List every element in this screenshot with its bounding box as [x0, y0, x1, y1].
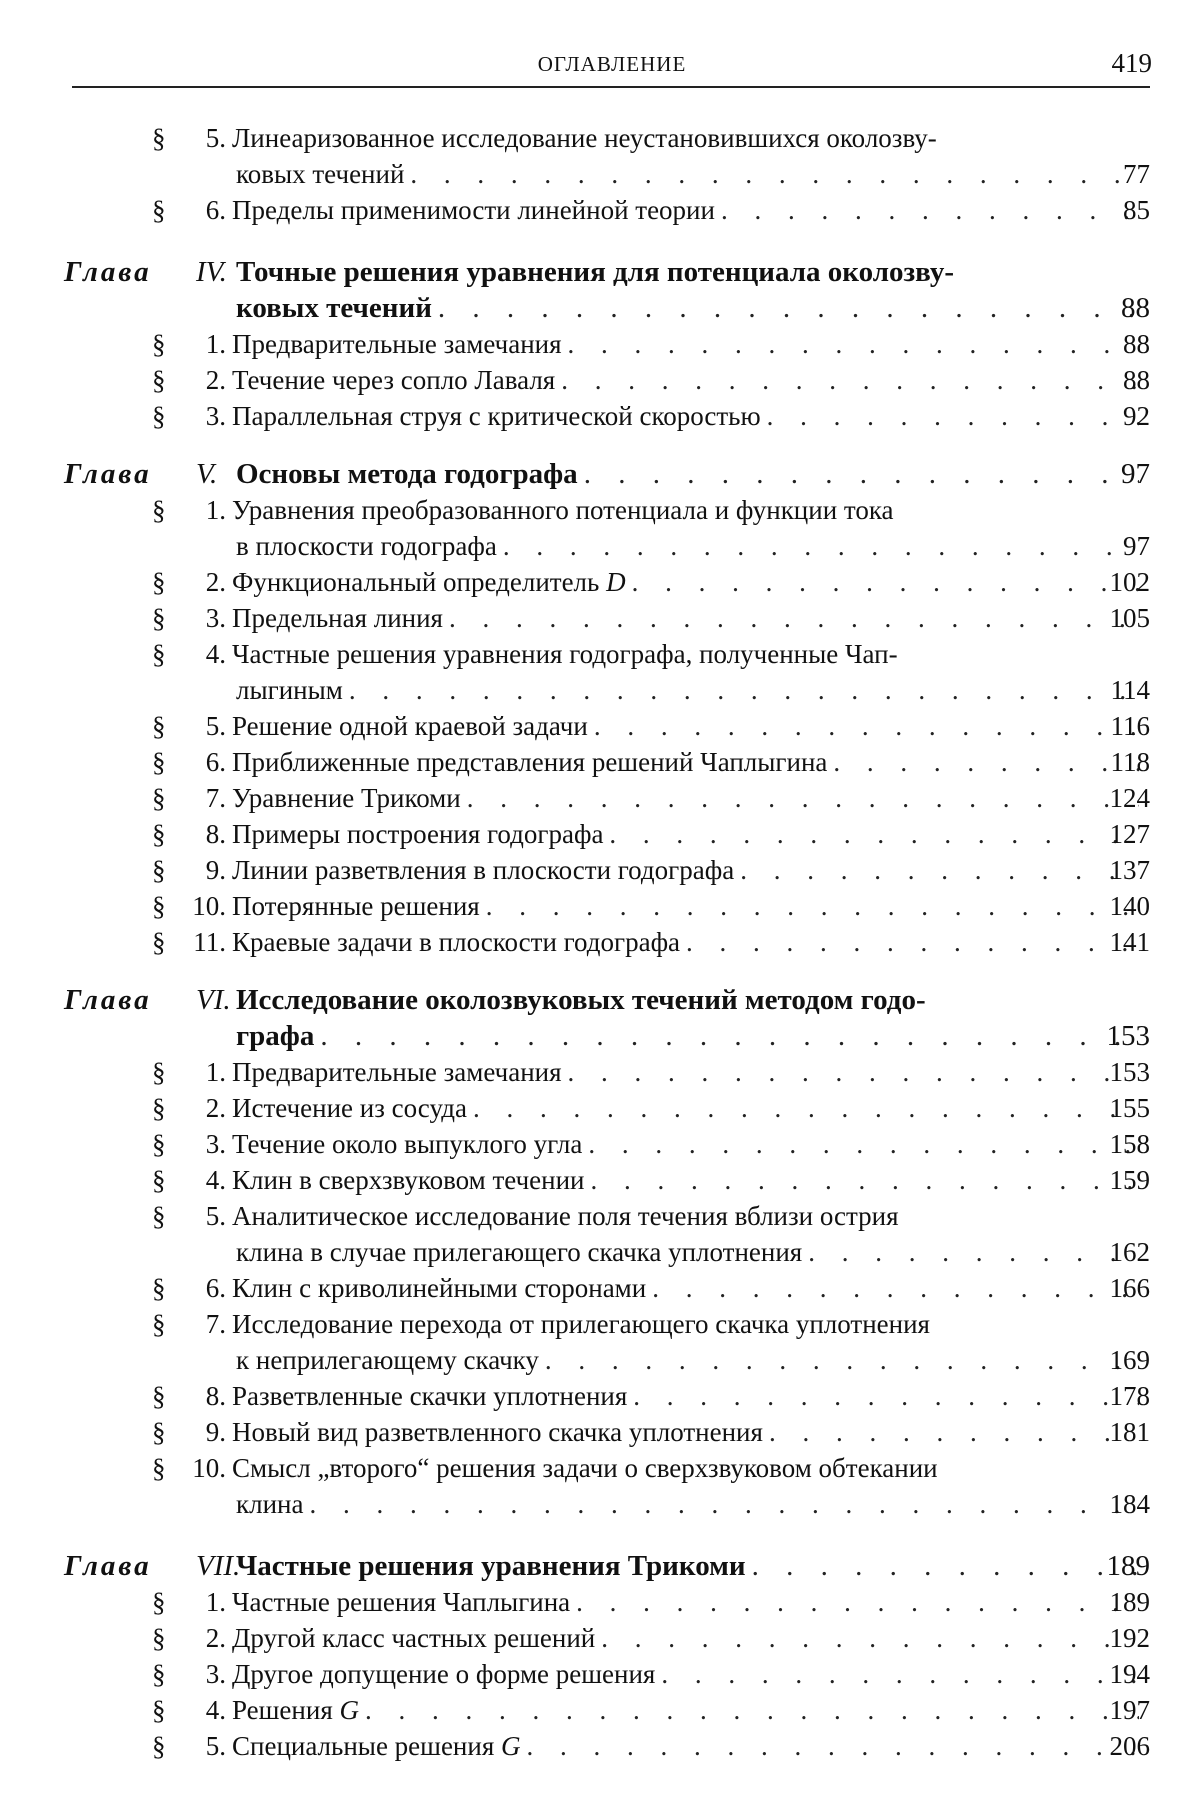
dot-leader: [473, 1090, 1139, 1126]
dot-leader: [584, 456, 1139, 492]
running-header: [72, 48, 1152, 84]
section-sign: §: [152, 891, 166, 921]
dot-leader: [410, 156, 1139, 192]
section-number: 3.: [205, 1129, 226, 1159]
toc-entry: [0, 1090, 1200, 1126]
toc-entry: [0, 1620, 1200, 1656]
chapter-heading: [0, 456, 1200, 492]
section-number: 3.: [205, 401, 226, 431]
chapter-label: Глава: [64, 256, 152, 288]
math-variable: G: [501, 1731, 521, 1761]
section-sign: §: [152, 1623, 166, 1653]
dot-leader: [486, 888, 1139, 924]
entry-page: 85: [1123, 195, 1150, 225]
entry-title: ковых течений: [236, 159, 405, 189]
entry-title: Линеаризованное исследование неустановившихся околозву-: [232, 123, 937, 153]
toc-entry: [0, 924, 1200, 960]
entry-page: 181: [1109, 1417, 1150, 1447]
chapter-heading: [0, 1548, 1200, 1584]
entry-page: 137: [1109, 855, 1150, 885]
section-sign: §: [152, 711, 166, 741]
toc-entry: [0, 398, 1200, 434]
dot-leader: [808, 1234, 1139, 1270]
toc-entry: [0, 1198, 1200, 1234]
section-number: 2.: [205, 1093, 226, 1123]
section-sign: §: [152, 123, 166, 153]
section-sign: §: [152, 1659, 166, 1689]
dot-leader: [609, 816, 1139, 852]
entry-title: Параллельная струя с критической скоростью: [232, 401, 761, 431]
dot-leader: [767, 398, 1139, 434]
entry-page: 92: [1123, 401, 1150, 431]
section-number: 4.: [205, 1165, 226, 1195]
toc-entry: [0, 852, 1200, 888]
section-sign: §: [152, 1129, 166, 1159]
section-number: 10.: [192, 891, 226, 921]
dot-leader: [576, 1584, 1139, 1620]
dot-leader: [721, 192, 1139, 228]
chapter-page: 88: [1121, 292, 1150, 324]
section-number: 9.: [205, 855, 226, 885]
entry-page: 153: [1109, 1057, 1150, 1087]
entry-title: Функциональный определитель: [232, 567, 600, 597]
chapter-heading: [0, 254, 1200, 290]
entry-title: Другое допущение о форме решения: [232, 1659, 656, 1689]
section-number: 5.: [205, 1731, 226, 1761]
entry-page: 141: [1109, 927, 1150, 957]
section-sign: §: [152, 639, 166, 669]
chapter-heading-continuation: [0, 1018, 1200, 1054]
entry-title: Предварительные замечания: [232, 1057, 562, 1087]
toc-entry: [0, 326, 1200, 362]
entry-title: Истечение из сосуда: [232, 1093, 467, 1123]
entry-title: клина в случае прилегающего скачка уплотнения: [236, 1237, 803, 1267]
chapter-label: Глава: [64, 1550, 152, 1582]
chapter-title: графа: [236, 1020, 315, 1052]
entry-page: 166: [1109, 1273, 1150, 1303]
entry-page: 127: [1109, 819, 1150, 849]
entry-title: Течение через сопло Лаваля: [232, 365, 556, 395]
chapter-page: 189: [1106, 1550, 1150, 1582]
toc-entry-continuation: [0, 156, 1200, 192]
chapter-heading-continuation: [0, 290, 1200, 326]
entry-title: Аналитическое исследование поля течения вблизи острия: [232, 1201, 899, 1231]
toc-entry-continuation: [0, 672, 1200, 708]
dot-leader: [594, 708, 1139, 744]
entry-title: Примеры построения годографа: [232, 819, 604, 849]
entry-page: 118: [1110, 747, 1150, 777]
entry-page: 77: [1123, 159, 1150, 189]
entry-page: 197: [1109, 1695, 1150, 1725]
section-number: 10.: [192, 1453, 226, 1483]
entry-title: Предварительные замечания: [232, 329, 562, 359]
toc-entry: [0, 1728, 1200, 1764]
toc-entry: [0, 1270, 1200, 1306]
entry-page: 116: [1110, 711, 1150, 741]
chapter-number: VI.: [196, 984, 231, 1016]
entry-title: Новый вид разветвленного скачка уплотнения: [232, 1417, 763, 1447]
entry-page: 184: [1109, 1489, 1150, 1519]
entry-page: 206: [1109, 1731, 1150, 1761]
section-number: 1.: [205, 329, 226, 359]
dot-leader: [588, 1126, 1139, 1162]
chapter-label: Глава: [64, 458, 152, 490]
section-sign: §: [152, 1381, 166, 1411]
section-sign: §: [152, 1695, 166, 1725]
dot-leader: [568, 1054, 1139, 1090]
table-of-contents: [0, 120, 1200, 1764]
math-variable: D: [606, 567, 626, 597]
entry-page: 88: [1123, 329, 1150, 359]
toc-entry-continuation: [0, 1234, 1200, 1270]
section-sign: §: [152, 855, 166, 885]
section-sign: §: [152, 1417, 166, 1447]
section-number: 2.: [205, 1623, 226, 1653]
dot-leader: [632, 564, 1139, 600]
entry-page: 159: [1109, 1165, 1150, 1195]
math-variable: G: [339, 1695, 359, 1725]
section-sign: §: [152, 329, 166, 359]
section-number: 2.: [205, 365, 226, 395]
entry-title: Пределы применимости линейной теории: [232, 195, 715, 225]
entry-title: к неприлегающему скачку: [236, 1345, 539, 1375]
toc-entry: [0, 1306, 1200, 1342]
toc-entry: [0, 1126, 1200, 1162]
chapter-page: 153: [1106, 1020, 1150, 1052]
entry-page: 158: [1109, 1129, 1150, 1159]
entry-title: Уравнения преобразованного потенциала и функции тока: [232, 495, 894, 525]
section-sign: §: [152, 1587, 166, 1617]
header-rule: [72, 86, 1150, 88]
section-number: 6.: [205, 747, 226, 777]
entry-page: 105: [1109, 603, 1150, 633]
entry-page: 162: [1109, 1237, 1150, 1267]
chapter-title: Основы метода годографа: [236, 458, 578, 490]
dot-leader: [686, 924, 1139, 960]
toc-entry: [0, 120, 1200, 156]
section-sign: §: [152, 495, 166, 525]
section-sign: §: [152, 195, 166, 225]
section-sign: §: [152, 819, 166, 849]
entry-title: лыгиным: [236, 675, 343, 705]
section-number: 2.: [205, 567, 226, 597]
entry-title: Решение одной краевой задачи: [232, 711, 588, 741]
dot-leader: [503, 528, 1139, 564]
dot-leader: [740, 852, 1139, 888]
entry-page: 88: [1123, 365, 1150, 395]
entry-title: Уравнение Трикоми: [232, 783, 461, 813]
toc-entry: [0, 1450, 1200, 1486]
toc-entry-continuation: [0, 1342, 1200, 1378]
dot-leader: [527, 1728, 1140, 1764]
entry-title: Клин с криволинейными сторонами: [232, 1273, 647, 1303]
dot-leader: [449, 600, 1139, 636]
chapter-title: Частные решения уравнения Трикоми: [236, 1550, 746, 1582]
chapter-number: V.: [196, 458, 218, 490]
section-sign: §: [152, 783, 166, 813]
section-sign: §: [152, 927, 166, 957]
section-number: 6.: [205, 195, 226, 225]
chapter-label: Глава: [64, 984, 152, 1016]
section-number: 4.: [205, 1695, 226, 1725]
section-number: 8.: [205, 819, 226, 849]
toc-entry: [0, 362, 1200, 398]
entry-page: 189: [1109, 1587, 1150, 1617]
chapter-page: 97: [1121, 458, 1150, 490]
chapter-heading: [0, 982, 1200, 1018]
section-number: 5.: [205, 711, 226, 741]
entry-page: 192: [1109, 1623, 1150, 1653]
chapter-number: VII.: [196, 1550, 241, 1582]
entry-title: Потерянные решения: [232, 891, 480, 921]
entry-title: в плоскости годографа: [236, 531, 497, 561]
entry-page: 155: [1109, 1093, 1150, 1123]
section-number: 5.: [205, 1201, 226, 1231]
section-sign: §: [152, 1165, 166, 1195]
toc-entry: [0, 780, 1200, 816]
chapter-number: IV.: [196, 256, 227, 288]
section-number: 5.: [205, 123, 226, 153]
entry-title: Смысл „второго“ решения задачи о сверхзвуковом обтекании: [232, 1453, 938, 1483]
dot-leader: [752, 1548, 1139, 1584]
entry-title: Течение около выпуклого угла: [232, 1129, 583, 1159]
section-sign: §: [152, 1453, 166, 1483]
dot-leader: [769, 1414, 1139, 1450]
toc-entry: [0, 708, 1200, 744]
section-number: 6.: [205, 1273, 226, 1303]
dot-leader: [652, 1270, 1139, 1306]
section-number: 11.: [193, 927, 226, 957]
section-number: 1.: [205, 495, 226, 525]
running-title: ОГЛАВЛЕНИЕ: [537, 52, 687, 76]
toc-entry: [0, 1414, 1200, 1450]
entry-title: Предельная линия: [232, 603, 443, 633]
section-sign: §: [152, 1273, 166, 1303]
dot-leader: [633, 1378, 1139, 1414]
toc-entry: [0, 600, 1200, 636]
entry-title: Частные решения Чаплыгина: [232, 1587, 571, 1617]
entry-title: Другой класс частных решений: [232, 1623, 596, 1653]
toc-entry-continuation: [0, 528, 1200, 564]
dot-leader: [590, 1162, 1139, 1198]
section-sign: §: [152, 401, 166, 431]
section-number: 8.: [205, 1381, 226, 1411]
entry-page: 194: [1109, 1659, 1150, 1689]
entry-page: 97: [1123, 531, 1150, 561]
toc-entry: [0, 1054, 1200, 1090]
entry-title: Специальные решения: [232, 1731, 495, 1761]
section-number: 7.: [205, 1309, 226, 1339]
toc-entry: [0, 1378, 1200, 1414]
dot-leader: [568, 326, 1139, 362]
toc-entry: [0, 1692, 1200, 1728]
entry-title: Краевые задачи в плоскости годографа: [232, 927, 681, 957]
entry-title: Исследование перехода от прилегающего скачка уплотнения: [232, 1309, 930, 1339]
section-sign: §: [152, 365, 166, 395]
dot-leader: [545, 1342, 1139, 1378]
toc-entry: [0, 744, 1200, 780]
dot-leader: [467, 780, 1139, 816]
toc-entry: [0, 1162, 1200, 1198]
section-sign: §: [152, 1093, 166, 1123]
section-sign: §: [152, 747, 166, 777]
toc-entry: [0, 888, 1200, 924]
dot-leader: [833, 744, 1139, 780]
section-number: 3.: [205, 603, 226, 633]
dot-leader: [661, 1656, 1139, 1692]
entry-page: 114: [1110, 675, 1150, 705]
toc-entry: [0, 1584, 1200, 1620]
dot-leader: [320, 1018, 1139, 1054]
section-sign: §: [152, 1057, 166, 1087]
toc-entry: [0, 492, 1200, 528]
dot-leader: [561, 362, 1139, 398]
section-number: 3.: [205, 1659, 226, 1689]
dot-leader: [309, 1486, 1139, 1522]
entry-page: 102: [1109, 567, 1150, 597]
entry-page: 178: [1109, 1381, 1150, 1411]
entry-page: 124: [1109, 783, 1150, 813]
entry-title: Клин в сверхзвуковом течении: [232, 1165, 585, 1195]
chapter-title: Исследование околозвуковых течений методом годо-: [236, 984, 926, 1016]
section-sign: §: [152, 1731, 166, 1761]
section-sign: §: [152, 567, 166, 597]
entry-page: 140: [1109, 891, 1150, 921]
toc-entry: [0, 192, 1200, 228]
toc-entry: [0, 564, 1200, 600]
entry-title: Частные решения уравнения годографа, полученные Чап-: [232, 639, 898, 669]
toc-entry: [0, 1656, 1200, 1692]
toc-entry-continuation: [0, 1486, 1200, 1522]
entry-title: Линии разветвления в плоскости годографа: [232, 855, 735, 885]
section-number: 9.: [205, 1417, 226, 1447]
chapter-title: ковых течений: [236, 292, 432, 324]
dot-leader: [438, 290, 1139, 326]
entry-page: 169: [1109, 1345, 1150, 1375]
section-number: 7.: [205, 783, 226, 813]
section-sign: §: [152, 603, 166, 633]
page-number: 419: [1111, 48, 1152, 78]
entry-title: клина: [236, 1489, 304, 1519]
toc-entry: [0, 816, 1200, 852]
entry-title: Решения: [232, 1695, 333, 1725]
dot-leader: [349, 672, 1139, 708]
section-number: 1.: [205, 1057, 226, 1087]
dot-leader: [365, 1692, 1139, 1728]
dot-leader: [601, 1620, 1139, 1656]
section-number: 1.: [205, 1587, 226, 1617]
entry-title: Разветвленные скачки уплотнения: [232, 1381, 628, 1411]
entry-title: Приближенные представления решений Чаплыгина: [232, 747, 828, 777]
toc-entry: [0, 636, 1200, 672]
section-number: 4.: [205, 639, 226, 669]
chapter-title: Точные решения уравнения для потенциала околозву-: [236, 256, 954, 288]
section-sign: §: [152, 1309, 166, 1339]
section-sign: §: [152, 1201, 166, 1231]
